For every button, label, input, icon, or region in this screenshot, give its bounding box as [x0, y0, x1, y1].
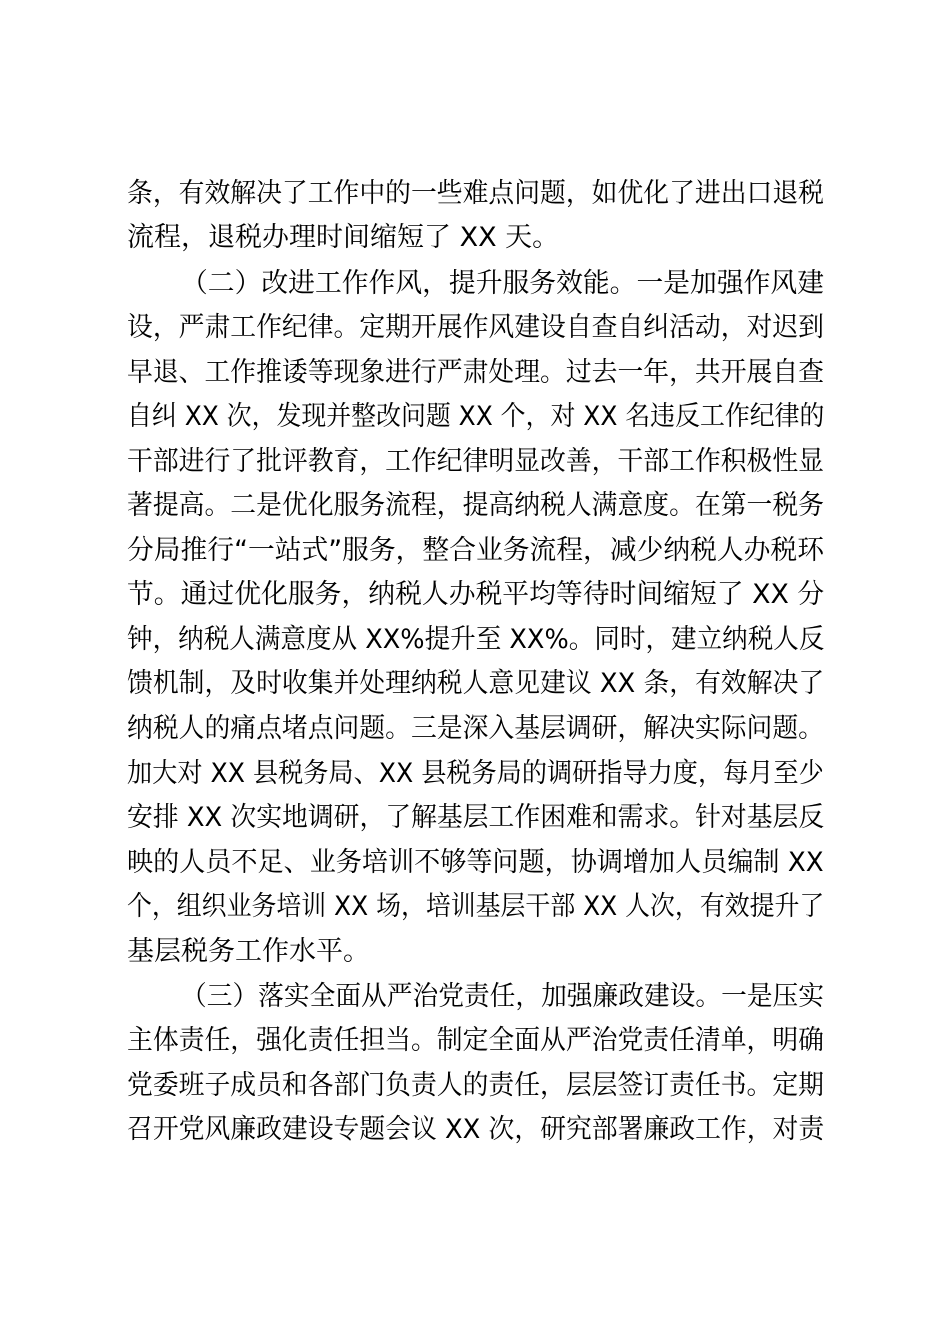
text-line: 自纠 XX 次，发现并整改问题 XX 个，对 XX 名违反工作纪律的 [127, 401, 825, 432]
text-line: 党委班子成员和各部门负责人的责任，层层签订责任书。定期 [127, 1070, 824, 1101]
text-line: 著提高。二是优化服务流程，提高纳税人满意度。在第一税务 [127, 490, 824, 521]
text-line: 个，组织业务培训 XX 场，培训基层干部 XX 人次，有效提升了 [127, 891, 825, 922]
text-line: 加大对 XX 县税务局、XX 县税务局的调研指导力度，每月至少 [127, 758, 824, 789]
text-line: 条，有效解决了工作中的一些难点问题，如优化了进出口退税 [127, 178, 824, 209]
text-line: 设，严肃工作纪律。定期开展作风建设自查自纠活动，对迟到 [127, 312, 824, 343]
text-line: 钟，纳税人满意度从 XX%提升至 XX%。同时，建立纳税人反 [127, 624, 825, 655]
text-line: 召开党风廉政建设专题会议 XX 次，研究部署廉政工作，对责 [127, 1114, 825, 1145]
text-line: 映的人员不足、业务培训不够等问题，协调增加人员编制 XX [127, 847, 824, 878]
section-heading-line: （二）改进工作作风，提升服务效能。一是加强作风建 [181, 268, 824, 299]
text-line: 基层税务工作水平。 [127, 936, 370, 967]
text-line: 节。通过优化服务，纳税人办税平均等待时间缩短了 XX 分 [127, 579, 825, 610]
text-line: 早退、工作推诿等现象进行严肃处理。过去一年，共开展自查 [127, 357, 824, 388]
text-line: 纳税人的痛点堵点问题。三是深入基层调研，解决实际问题。 [127, 713, 824, 744]
text-line: 安排 XX 次实地调研，了解基层工作困难和需求。针对基层反 [127, 802, 825, 833]
text-line: 馈机制，及时收集并处理纳税人意见建议 XX 条，有效解决了 [127, 668, 825, 699]
text-line: 流程，退税办理时间缩短了 XX 天。 [127, 222, 560, 253]
section-heading-line: （三）落实全面从严治党责任，加强廉政建设。一是压实 [181, 981, 824, 1012]
text-line: 分局推行“一站式”服务，整合业务流程，减少纳税人办税环 [127, 535, 824, 566]
text-line: 主体责任，强化责任担当。制定全面从严治党责任清单，明确 [127, 1025, 824, 1056]
text-line: 干部进行了批评教育，工作纪律明显改善，干部工作积极性显 [127, 446, 824, 477]
